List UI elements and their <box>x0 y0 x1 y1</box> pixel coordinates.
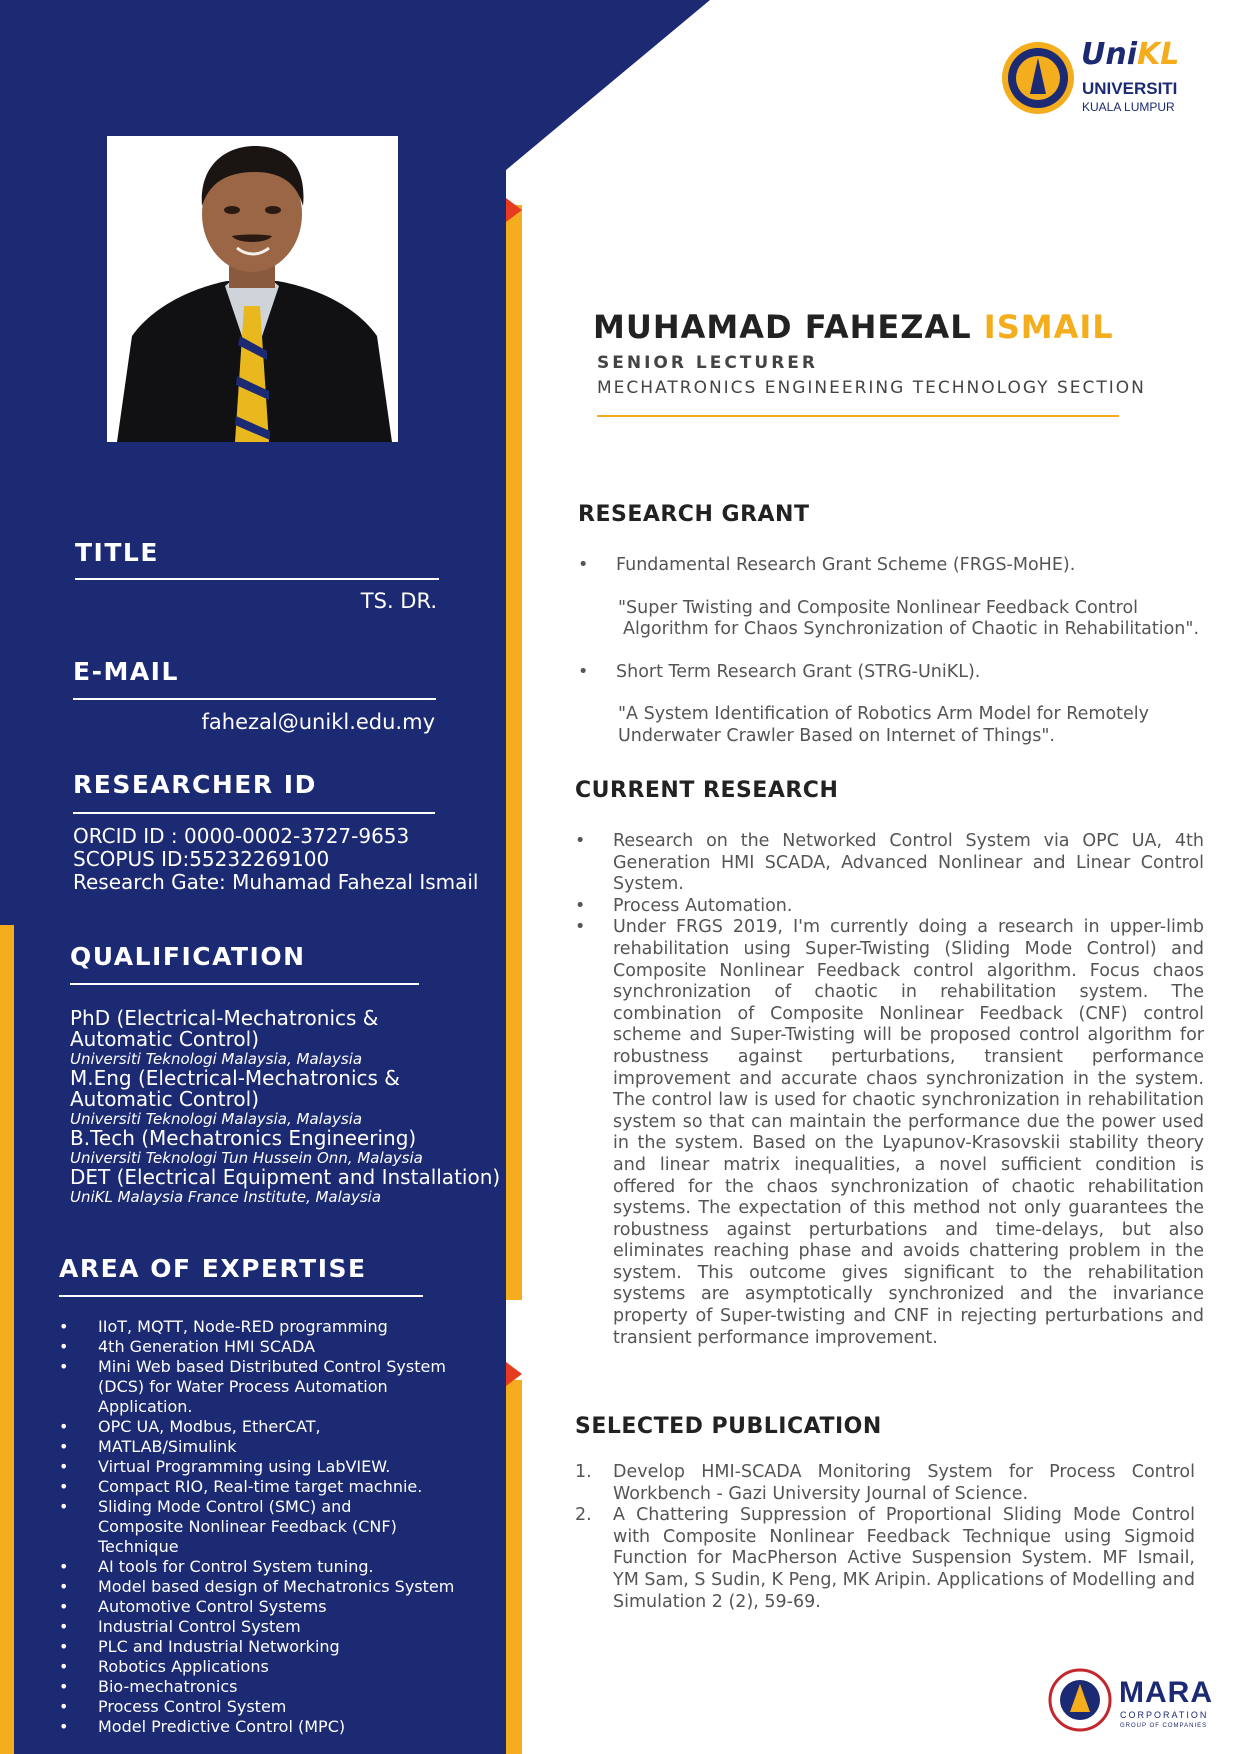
expertise-list <box>59 1317 499 1737</box>
expertise-item: • Virtual Programming using LabVIEW. <box>59 1457 499 1477</box>
mara-sub2: GROUP OF COMPANIES <box>1120 1723 1208 1729</box>
qualification-institution: UniKL Malaysia France Institute, Malaysia <box>70 1188 382 1206</box>
research-list <box>575 831 1204 1349</box>
expertise-item: • Mini Web based Distributed Control System (DCS) for Water Process Automation Application. <box>59 1357 458 1417</box>
qualification-list <box>70 1008 510 1206</box>
unikl-line2: KUALA LUMPUR <box>1082 100 1175 114</box>
grant-title-line: "A System Identification of Robotics Arm Model for Remotely <box>618 704 1149 725</box>
last-name: ISMAIL <box>983 308 1114 346</box>
qualification-item <box>70 1167 510 1206</box>
publication-text: A Chattering Suppression of Proportional Sliding Mode Control with Composite Nonlinear Feedback Technique using Sigmoid Function for MacPherson Active Suspension System. MF Ismail, YM Sam, S Sudin, K Peng, MK Aripin. Applications of Modelling and Simulation 2 (2), 59-69. <box>613 1505 1195 1612</box>
grant-title-line: Algorithm for Chaos Synchronization of Chaotic in Rehabilitation". <box>623 619 1200 640</box>
expertise-item: • IIoT, MQTT, Node-RED programming <box>59 1317 499 1337</box>
research-item <box>575 896 1204 918</box>
expertise-item: • Robotics Applications <box>59 1657 499 1677</box>
title-value: TS. DR. <box>360 589 437 613</box>
bullet-icon: • <box>578 661 589 682</box>
qualification-institution: Universiti Teknologi Malaysia, Malaysia <box>70 1050 363 1068</box>
qualification-heading: QUALIFICATION <box>70 942 306 971</box>
expertise-item: • OPC UA, Modbus, EtherCAT, <box>59 1417 499 1437</box>
expertise-item: • Compact RIO, Real-time target machnie. <box>59 1477 499 1497</box>
expertise-item: • 4th Generation HMI SCADA <box>59 1337 499 1357</box>
expertise-item: • PLC and Industrial Networking <box>59 1637 499 1657</box>
grant-item <box>578 555 1218 577</box>
publication-item <box>575 1462 1195 1505</box>
expertise-item: • Bio-mechatronics <box>59 1677 499 1697</box>
research-text: Research on the Networked Control System via OPC UA, 4th Generation HMI SCADA, Advanced Nonlinear and Linear Control System. <box>613 831 1204 895</box>
researcher-rule <box>73 812 435 814</box>
researchgate-id: Research Gate: Muhamad Fahezal Ismail <box>73 870 479 894</box>
qualification-institution: Universiti Teknologi Malaysia, Malaysia <box>70 1110 363 1128</box>
research-text: Under FRGS 2019, I'm currently doing a research in upper-limb rehabilitation using Super-Twisting (Sliding Mode Control) and Composite Nonlinear Feedback control algorithm. Focus chaos synchronization of chaotic in rehabilitation system. The combination of Composite Nonlinear Feedback (CNF) control scheme and Super-Twisting will be proposed control algorithm for robustness against perturbations, transient performance improvement and accurate chaos synchronization in the system. The control law is used for chaotic synchronization in rehabilitation system so that can maintain the performance due the power used in the system. Based on the Lyapunov-Krasovskii stability theory and linear matrix inequalities, a novel sufficient condition is offered for the chaos synchronization of chaotic rehabilitation systems. The expectation of this method not only guarantees the robustness against perturbations and time-delays, but also eliminates reaching phase and avoids chattering problem in the system. This outcome gives significant to the rehabilitation systems are asymptotically synchronized and the invariance property of Super-twisting and CNF in rejecting perturbations and transient performance improvement. <box>613 917 1204 1348</box>
grant-list <box>578 555 1218 748</box>
title-heading: TITLE <box>75 538 159 567</box>
profile-photo <box>107 136 398 442</box>
qualification-rule <box>70 983 419 985</box>
publication-number: 1. <box>575 1462 592 1482</box>
orcid-id: ORCID ID : 0000-0002-3727-9653 <box>73 824 410 848</box>
research-text: Process Automation. <box>613 895 793 916</box>
expertise-item: • Model Predictive Control (MPC) <box>59 1717 499 1737</box>
name-underline <box>597 415 1119 417</box>
scopus-id: SCOPUS ID:55232269100 <box>73 847 330 871</box>
bullet-icon: • <box>575 917 586 938</box>
grant-title-line: Underwater Crawler Based on Internet of Things". <box>618 725 1055 746</box>
publication-text: Develop HMI-SCADA Monitoring System for Process Control Workbench - Gazi University Journal of Science. <box>613 1462 1195 1504</box>
grant-name: Fundamental Research Grant Scheme (FRGS-MoHE). <box>616 555 1076 575</box>
title-rule <box>75 578 439 580</box>
expertise-item: • AI tools for Control System tuning. <box>59 1557 499 1577</box>
expertise-rule <box>59 1295 423 1297</box>
expertise-item: • Industrial Control System <box>59 1617 499 1637</box>
expertise-item: • Automotive Control Systems <box>59 1597 499 1617</box>
publication-item <box>575 1505 1195 1613</box>
qualification-item <box>70 1068 510 1128</box>
unikl-brand-uni: Uni <box>1081 37 1138 72</box>
yellow-accent-strip-left <box>0 925 14 1754</box>
grant-title <box>578 598 1218 641</box>
qualification-degree: PhD (Electrical-Mechatronics & Automatic Control) <box>70 1006 379 1051</box>
grant-name: Short Term Research Grant (STRG-UniKL). <box>616 661 981 682</box>
person-icon <box>107 136 398 442</box>
unikl-logo <box>1000 34 1200 124</box>
section-name: MECHATRONICS ENGINEERING TECHNOLOGY SECTION <box>597 378 1146 398</box>
email-heading: E-MAIL <box>73 657 179 686</box>
expertise-item: • Process Control System <box>59 1697 499 1717</box>
unikl-brand-kl: KL <box>1137 37 1180 72</box>
mara-sub1: CORPORATION <box>1120 1710 1209 1720</box>
qualification-degree: DET (Electrical Equipment and Installation) <box>70 1165 501 1189</box>
bullet-icon: • <box>575 831 586 851</box>
first-name: MUHAMAD FAHEZAL <box>593 308 972 346</box>
unikl-line1: UNIVERSITI <box>1082 79 1178 98</box>
grant-title-line: "Super Twisting and Composite Nonlinear Feedback Control <box>618 597 1139 618</box>
publication-heading: SELECTED PUBLICATION <box>575 1414 882 1439</box>
research-item <box>575 917 1204 1349</box>
expertise-item: • Model based design of Mechatronics System <box>59 1577 499 1597</box>
unikl-seal-icon <box>1000 34 1076 124</box>
grant-heading: RESEARCH GRANT <box>578 502 810 527</box>
profile-name <box>593 308 1114 346</box>
researcher-ids <box>73 825 479 894</box>
grant-item <box>578 662 1218 684</box>
qualification-item <box>70 1128 510 1167</box>
email-rule <box>73 698 436 700</box>
publication-list <box>575 1462 1195 1613</box>
expertise-heading: AREA OF EXPERTISE <box>59 1254 367 1283</box>
grant-title <box>578 704 1218 747</box>
qualification-degree: M.Eng (Electrical-Mechatronics & Automatic Control) <box>70 1066 400 1111</box>
research-heading: CURRENT RESEARCH <box>575 778 839 803</box>
mara-name: MARA <box>1119 1676 1213 1709</box>
mara-seal-icon <box>1048 1666 1112 1736</box>
position-title: SENIOR LECTURER <box>597 353 818 373</box>
qualification-item <box>70 1008 510 1068</box>
publication-number: 2. <box>575 1505 592 1526</box>
email-value[interactable]: fahezal@unikl.edu.my <box>201 710 435 734</box>
expertise-item: • Sliding Mode Control (SMC) and Composite Nonlinear Feedback (CNF) Technique <box>59 1497 418 1557</box>
research-item <box>575 831 1204 896</box>
mara-logo <box>1048 1666 1218 1736</box>
bullet-icon: • <box>575 895 586 916</box>
expertise-item: • MATLAB/Simulink <box>59 1437 499 1457</box>
researcher-heading: RESEARCHER ID <box>73 770 317 799</box>
bullet-icon: • <box>578 555 589 575</box>
qualification-institution: Universiti Teknologi Tun Hussein Onn, Malaysia <box>70 1149 423 1167</box>
qualification-degree: B.Tech (Mechatronics Engineering) <box>70 1126 417 1150</box>
